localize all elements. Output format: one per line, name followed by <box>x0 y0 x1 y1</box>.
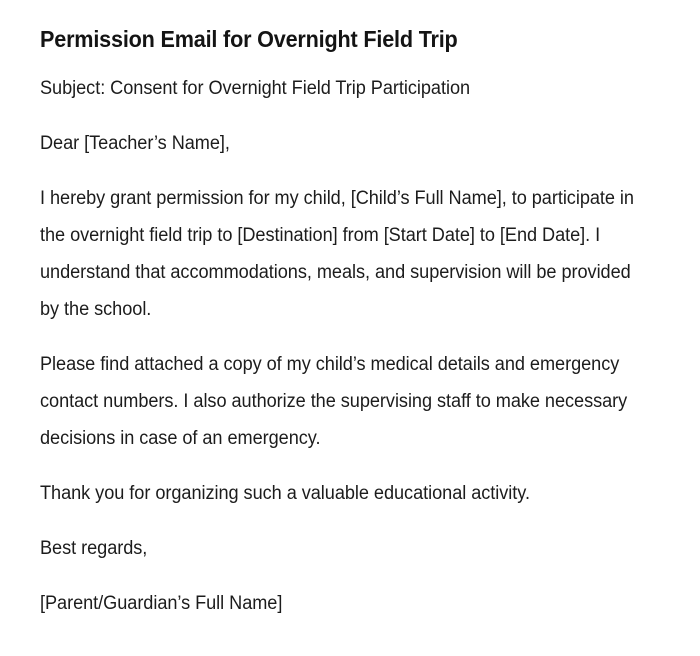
closing-line: Best regards, <box>40 538 148 559</box>
thanks-paragraph: Thank you for organizing such a valuable educational activity. <box>40 483 530 504</box>
page-title: Permission Email for Overnight Field Trip <box>40 26 458 52</box>
permission-grant-paragraph: I hereby grant permission for my child, [Child’s Full Name], to participate in the overnight field trip to [Destination] from [Start Date] to [End Date]. I understand that accommodations, meals, and supervision will be provided by the school. <box>40 188 634 320</box>
salutation: Dear [Teacher’s Name], <box>40 133 230 154</box>
medical-details-paragraph: Please find attached a copy of my child’s medical details and emergency contact numbers. I also authorize the supervising staff to make necessary decisions in case of an emergency. <box>40 354 628 449</box>
subject-line: Subject: Consent for Overnight Field Trip Participation <box>40 78 471 99</box>
email-body <box>40 70 652 622</box>
signature-line: [Parent/Guardian’s Full Name] <box>40 593 283 614</box>
